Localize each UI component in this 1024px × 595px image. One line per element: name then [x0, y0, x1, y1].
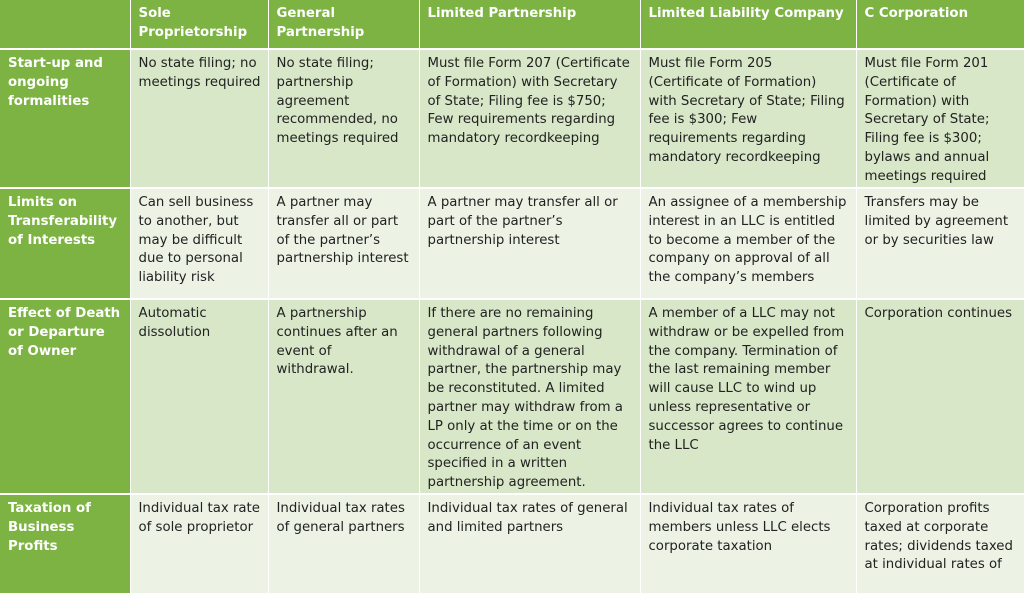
- table-row: [0, 188, 1024, 299]
- table-cell: No state filing; partnership agreement recommended, no meetings required: [268, 49, 419, 188]
- table-cell: Must file Form 201 (Certificate of Formation) with Secretary of State; Filing fee is $300; bylaws and annual meetings required: [856, 49, 1024, 188]
- table-cell: Transfers may be limited by agreement or by securities law: [856, 188, 1024, 299]
- table-row: [0, 299, 1024, 494]
- table-cell: An assignee of a membership interest in an LLC is entitled to become a member of the company on approval of all the company’s members: [640, 188, 856, 299]
- row-label: Taxation of Business Profits: [0, 494, 130, 594]
- header-corner: [0, 0, 130, 49]
- table-cell: Individual tax rates of members unless LLC elects corporate taxation: [640, 494, 856, 594]
- header-llc: Limited Liability Company: [640, 0, 856, 49]
- table-cell: A partner may transfer all or part of the partner’s partnership interest: [268, 188, 419, 299]
- row-label: Limits on Transferability of Interests: [0, 188, 130, 299]
- table-cell: A partner may transfer all or part of the partner’s partnership interest: [419, 188, 640, 299]
- header-general-partnership: General Partnership: [268, 0, 419, 49]
- table-cell: No state filing; no meetings required: [130, 49, 268, 188]
- table-cell: Individual tax rates of general and limited partners: [419, 494, 640, 594]
- row-label: Effect of Death or Departure of Owner: [0, 299, 130, 494]
- header-sole-proprietorship: Sole Proprietorship: [130, 0, 268, 49]
- table-cell: If there are no remaining general partners following withdrawal of a general partner, the partnership may be reconstituted. A limited partner may withdraw from a LP only at the time or on the occurrence of an event specified in a written partnership agreement.: [419, 299, 640, 494]
- table-row: [0, 49, 1024, 188]
- table-cell: A member of a LLC may not withdraw or be expelled from the company. Termination of the last remaining member will cause LLC to wind up unless representative or successor agrees to continue the LLC: [640, 299, 856, 494]
- table-cell: A partnership continues after an event of withdrawal.: [268, 299, 419, 494]
- table-cell: Individual tax rate of sole proprietor: [130, 494, 268, 594]
- table-cell: Must file Form 205 (Certificate of Formation) with Secretary of State; Filing fee is $300; Few requirements regarding mandatory recordkeeping: [640, 49, 856, 188]
- table-cell: Must file Form 207 (Certificate of Formation) with Secretary of State; Filing fee is $750; Few requirements regarding mandatory recordkeeping: [419, 49, 640, 188]
- header-limited-partnership: Limited Partnership: [419, 0, 640, 49]
- table-cell: Automatic dissolution: [130, 299, 268, 494]
- row-label: Start-up and ongoing formalities: [0, 49, 130, 188]
- table-row: [0, 494, 1024, 594]
- table-cell: Corporation continues: [856, 299, 1024, 494]
- table-cell: Can sell business to another, but may be difficult due to personal liability risk: [130, 188, 268, 299]
- table-cell: Individual tax rates of general partners: [268, 494, 419, 594]
- table-cell: Corporation profits taxed at corporate rates; dividends taxed at individual rates of: [856, 494, 1024, 594]
- header-row: [0, 0, 1024, 49]
- header-c-corporation: C Corporation: [856, 0, 1024, 49]
